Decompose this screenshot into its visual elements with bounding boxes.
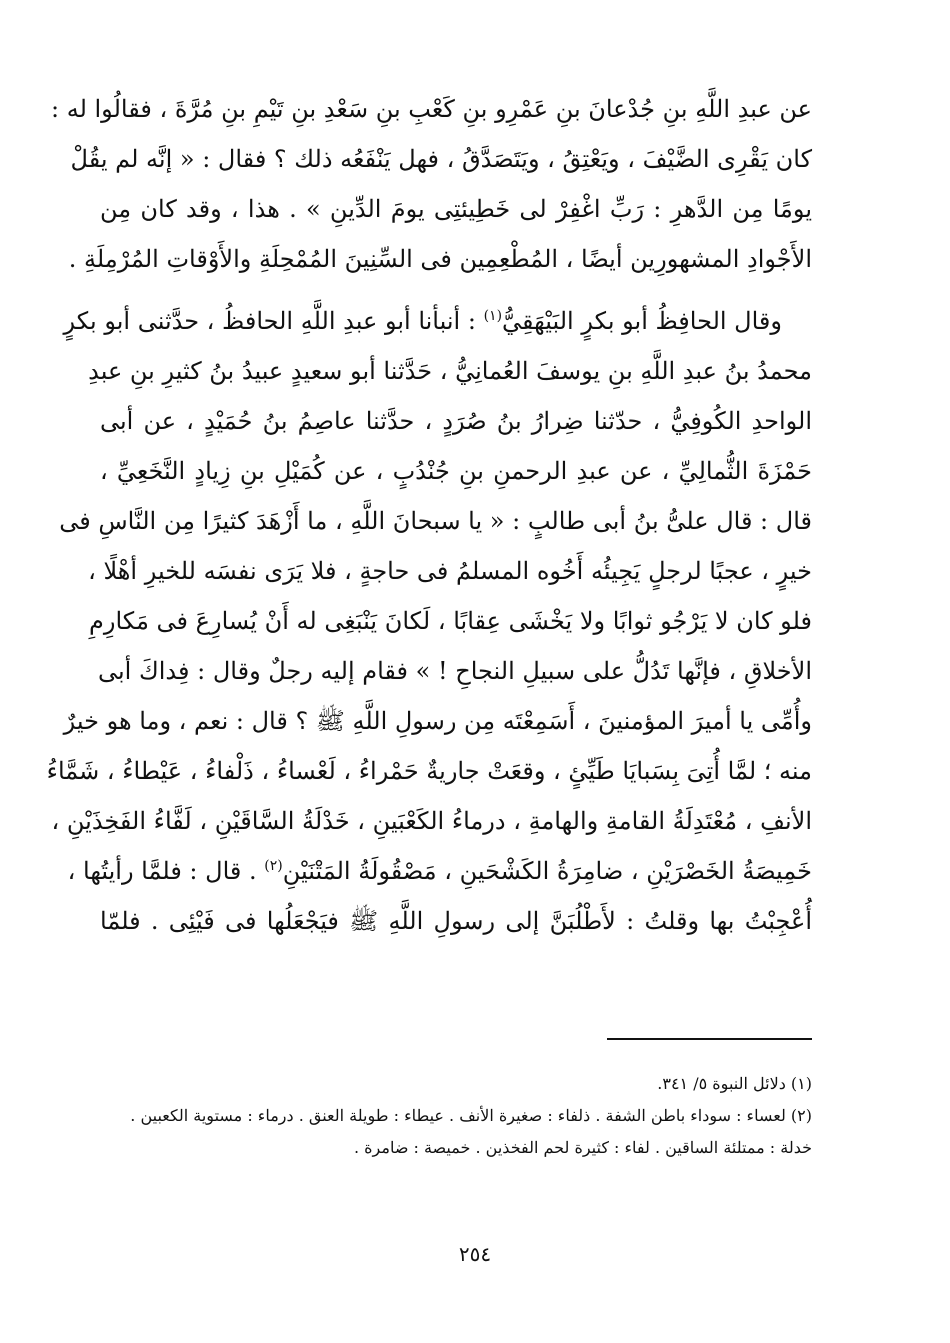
- text-line-paragraph-start: [63, 296, 812, 346]
- text-line: يومًا مِن الدَّهرِ : رَبِّ اغْفِرْ لى خَطِيئتِى يومَ الدِّينِ » . هذا ، وقد كان مِن: [100, 195, 812, 223]
- text-line: محمدُ بنُ عبدِ اللَّهِ بنِ يوسفَ العُمانِيُّ ، حَدَّثنا أبو سعيدٍ عبيدُ بنُ كثيرِ بنِ عبدِ: [88, 357, 812, 385]
- footnote-item: خدلة : ممتلئة الساقين . لفاء : كثيرة لحم الفخذين . خميصة : ضامرة .: [354, 1138, 812, 1157]
- text-line: خيرٍ ، عجبًا لرجلٍ يَجِيئُه أَخُوه المسلمُ فى حاجةٍ ، فلا يَرَى نفسَه للخيرِ أهْلًا ،: [88, 557, 812, 585]
- text-line: حَمْزَةَ الثُّمالِيِّ ، عن عبدِ الرحمنِ بنِ جُنْدُبٍ ، عن كُمَيْلِ بنِ زِيادٍ النَّخَعِيِّ ،: [100, 457, 812, 485]
- text-segment: : أنبأنا أبو عبدِ اللَّهِ الحافظُ ، حدَّثنى أبو بكرٍ: [63, 307, 476, 335]
- text-segment: وقال الحافِظُ أبو بكرٍ البَيْهَقِيُّ: [502, 307, 782, 335]
- text-line: الأنفِ ، مُعْتَدِلَةُ القامةِ والهامةِ ، درماءُ الكَعْبَينِ ، خَدْلَةُ السَّاقَيْنِ ، لَفَّاءُ الفَخِذَيْنِ ،: [51, 807, 812, 835]
- footnote-marker-2: (٢): [264, 858, 283, 874]
- text-line: فلو كان لا يَرْجُو ثوابًا ولا يَخْشَى عِقابًا ، لَكانَ يَنْبَغِى له أَنْ يُسارِعَ فى مَكارِمِ: [89, 607, 812, 635]
- footnote-divider: [607, 1038, 812, 1040]
- text-line: قال : قال علىُّ بنُ أبى طالبٍ : « يا سبحانَ اللَّهِ ، ما أَزْهَدَ كثيرًا مِن النَّاسِ فى: [59, 507, 812, 535]
- text-line: وأُمِّى يا أميرَ المؤمنينَ ، أَسَمِعْتَه مِن رسولِ اللَّهِ ﷺ ؟ قال : نعم ، وما هو خيرٌ: [63, 707, 812, 735]
- footnote-item: (٢) لعساء : سوداء باطن الشفة . ذلفاء : صغيرة الأنف . عيطاء : طويلة العنق . درماء : مستوية الكعبين .: [130, 1106, 812, 1125]
- text-line: كان يَقْرِى الضَّيْفَ ، ويَعْتِقُ ، ويَتَصَدَّقُ ، فهل يَنْفَعُه ذلك ؟ فقال : « إنَّه لم يقُلْ: [70, 145, 812, 173]
- text-line: الواحدِ الكُوفِيُّ ، حدّثنا ضِرارُ بنُ صُرَدٍ ، حدَّثنا عاصِمُ بنُ حُمَيْدٍ ، عن أبى: [100, 407, 812, 435]
- footnote-item: (١) دلائل النبوة ٥/ ٣٤١.: [657, 1074, 812, 1093]
- text-line: أُعْجِبْتُ بها وقلتُ : لأَطْلُبَنَّ إلى رسولِ اللَّهِ ﷺ فيَجْعَلُها فى فَيْئِى . فلمّا: [100, 907, 812, 935]
- text-line: عن عبدِ اللَّهِ بنِ جُدْعانَ بنِ عَمْرِو بنِ كَعْبِ بنِ سَعْدِ بنِ تَيْمِ بنِ مُرَّةَ ، فقالُوا له :: [50, 95, 812, 123]
- text-segment: خَمِيصَةُ الخَصْرَيْنِ ، ضامِرَةُ الكَشْحَينِ ، مَصْقُولَةُ المَتْنَيْنِ: [282, 857, 812, 885]
- footnotes-block: [100, 1068, 812, 1164]
- text-line-with-marker: [67, 846, 812, 896]
- text-line: الأَجْوادِ المشهورِين أيضًا ، المُطْعِمِين فى السِّنِينَ المُمْحِلَةِ والأَوْقاتِ المُرْمِلَةِ .: [68, 245, 812, 273]
- main-text-block: [46, 84, 812, 946]
- text-line: الأخلاقِ ، فإنَّها تَدُلُّ على سبيلِ النجاحِ ! » فقام إليه رجلٌ وقال : فِداكَ أبى: [98, 657, 812, 685]
- page-number: ٢٥٤: [458, 1242, 492, 1266]
- text-line: منه ؛ لمَّا أُتِىَ بِسَبايَا طَيِّئٍ ، وقعَتْ جاريةٌ حَمْراءُ ، لَعْساءُ ، ذَلْفاءُ ، عَيْطاءُ ، شَمَّاءُ: [46, 757, 812, 785]
- text-segment: . قال : فلمَّا رأيتُها ،: [67, 857, 257, 885]
- footnote-marker-1: (١): [483, 308, 503, 324]
